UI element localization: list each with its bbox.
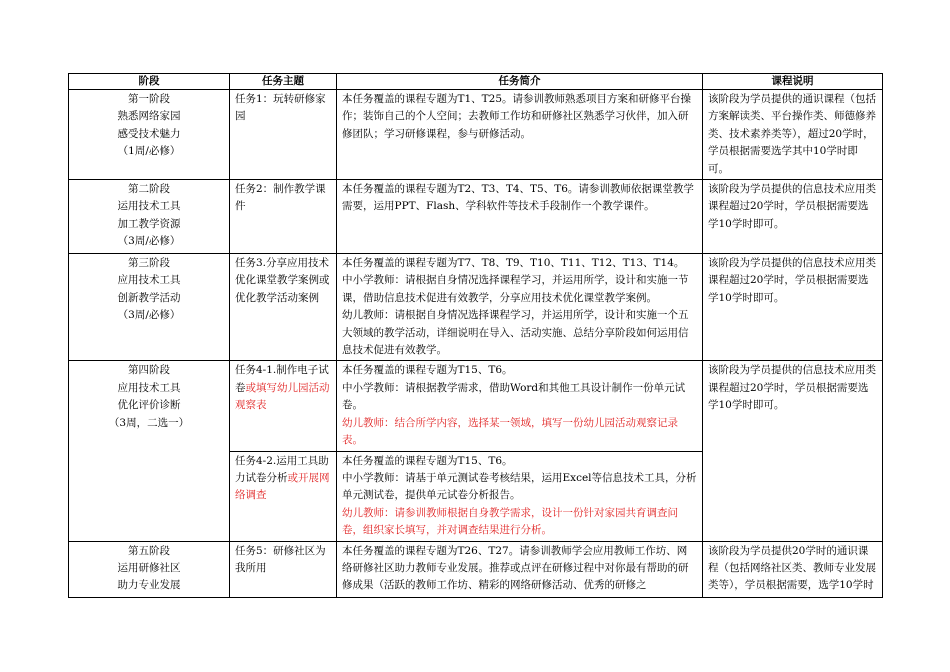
stage-line: （3周/必修） — [117, 309, 181, 322]
summary-line: 中小学教师：请根据教学需求，借助Word和其他工具设计制作一份单元试卷。 — [342, 381, 686, 412]
stage-line: （3周/必修） — [117, 235, 181, 248]
course-note-cell: 该阶段为学员提供的通识课程（包括方案解读类、平台操作类、师德修养类、技术素养类等），超过20学时，学员根据需要选学其中10学时即可。 — [703, 90, 883, 180]
theme-text-red: 或填写幼儿园活动观察表 — [235, 381, 330, 412]
stage-cell — [69, 254, 230, 361]
stage-line: 创新教学活动 — [117, 291, 181, 304]
summary-line: 本任务覆盖的课程专题为T15、T6。 — [342, 364, 513, 377]
stage-line: 第五阶段 — [128, 544, 170, 557]
stage-line: 第二阶段 — [128, 183, 170, 196]
stage-cell — [69, 361, 230, 541]
table-row-stage5 — [69, 541, 883, 597]
summary-line-red: 幼儿教师：请参训教师根据自身教学需求，设计一份针对家园共育调查问卷，组织家长填写，并对调查结果进行分析。 — [342, 506, 678, 537]
summary-cell — [337, 451, 703, 541]
table-row-stage2 — [69, 180, 883, 254]
theme-text: 任务4-1.制作电子试卷 — [235, 364, 329, 394]
theme-cell: 任务2：制作教学课件 — [230, 180, 337, 254]
stage-line: 应用技术工具 — [117, 274, 181, 287]
stage-line: 加工教学资源 — [117, 217, 181, 230]
table-row-stage4-task1 — [69, 361, 883, 451]
table-row-stage1 — [69, 90, 883, 180]
summary-cell — [337, 254, 703, 361]
stage-line: 第一阶段 — [128, 93, 170, 105]
stage-line: （1周/必修） — [117, 145, 181, 158]
theme-cell: 任务1：玩转研修家园 — [230, 90, 337, 180]
header-summary: 任务简介 — [337, 74, 703, 90]
stage-line: 应用技术工具 — [117, 381, 181, 394]
stage-line: 熟悉网络家园 — [117, 110, 181, 123]
stage-line: 第三阶段 — [128, 257, 170, 270]
stage-cell — [69, 541, 230, 597]
course-note-cell: 该阶段为学员提供的信息技术应用类课程超过20学时，学员根据需要选学10学时即可。 — [703, 361, 883, 541]
stage-line: 第四阶段 — [128, 364, 170, 377]
course-note-cell: 该阶段为学员提供20学时的通识课程（包括网络社区类、教师专业发展类等），学员根据需要，选学10学时 — [703, 541, 883, 597]
summary-line: 幼儿教师：请根据自身情况选择课程学习，并运用所学，设计和实施一个五大领域的教学活动，详细说明在导入、活动实施、总结分享阶段如何运用信息技术促进有效教学。 — [342, 309, 689, 357]
stage-line: 助力专业发展 — [117, 579, 181, 592]
summary-line: 本任务覆盖的课程专题为T7、T8、T9、T10、T11、T12、T13、T14。 — [342, 257, 685, 270]
header-stage: 阶段 — [69, 74, 230, 90]
theme-cell — [230, 451, 337, 541]
summary-line: 中小学教师：请根据自身情况选择课程学习，并运用所学，设计和实施一节课，借助信息技术促进有效教学，分享应用技术优化课堂教学案例。 — [342, 274, 689, 304]
summary-cell: 本任务覆盖的课程专题为T1、T25。请参训教师熟悉项目方案和研修平台操作；装饰自己的个人空间；去教师工作坊和研修社区熟悉学习伙伴，加入研修团队；学习研修课程，参与研修活动。 — [337, 90, 703, 180]
summary-cell: 本任务覆盖的课程专题为T2、T3、T4、T5、T6。请参训教师依据课堂教学需要，运用PPT、Flash、学科软件等技术手段制作一个教学课件。 — [337, 180, 703, 254]
header-theme: 任务主题 — [230, 74, 337, 90]
summary-line-red: 幼儿教师：结合所学内容，选择某一领域，填写一份幼儿园活动观察记录表。 — [342, 416, 678, 447]
stage-cell — [69, 180, 230, 254]
task-table — [68, 73, 883, 598]
stage-line: 运用技术工具 — [117, 200, 181, 213]
summary-line: 本任务覆盖的课程专题为T15、T6。 — [342, 454, 513, 467]
header-row — [69, 74, 883, 90]
theme-cell: 任务5：研修社区为我所用 — [230, 541, 337, 597]
theme-text: 任务4-2.运用工具助力试卷分析 — [235, 454, 329, 484]
stage-line: 优化评价诊断 — [117, 399, 181, 412]
course-note-cell: 该阶段为学员提供的信息技术应用类课程超过20学时，学员根据需要选学10学时即可。 — [703, 254, 883, 361]
stage-cell — [69, 90, 230, 180]
header-course-note: 课程说明 — [703, 74, 883, 90]
summary-cell: 本任务覆盖的课程专题为T26、T27。请参训教师学会应用教师工作坊、网络研修社区助力教师专业发展。推荐或点评在研修过程中对你最有帮助的研修成果（活跃的教师工作坊、精彩的网络研修活动、优秀的研修之 — [337, 541, 703, 597]
stage-line: 感受技术魅力 — [117, 127, 181, 140]
theme-cell — [230, 361, 337, 451]
stage-line: （3周，二选一） — [108, 416, 190, 429]
stage-line: 运用研修社区 — [117, 561, 181, 574]
summary-cell — [337, 361, 703, 451]
course-note-cell: 该阶段为学员提供的信息技术应用类课程超过20学时，学员根据需要选学10学时即可。 — [703, 180, 883, 254]
summary-line: 中小学教师：请基于单元测试卷考核结果，运用Excel等信息技术工具，分析单元测试卷，提供单元试卷分析报告。 — [342, 471, 697, 502]
theme-cell: 任务3.分享应用技术优化课堂教学案例或优化教学活动案例 — [230, 254, 337, 361]
table-row-stage3 — [69, 254, 883, 361]
theme-text-red: 或开展网络调查 — [235, 471, 330, 502]
